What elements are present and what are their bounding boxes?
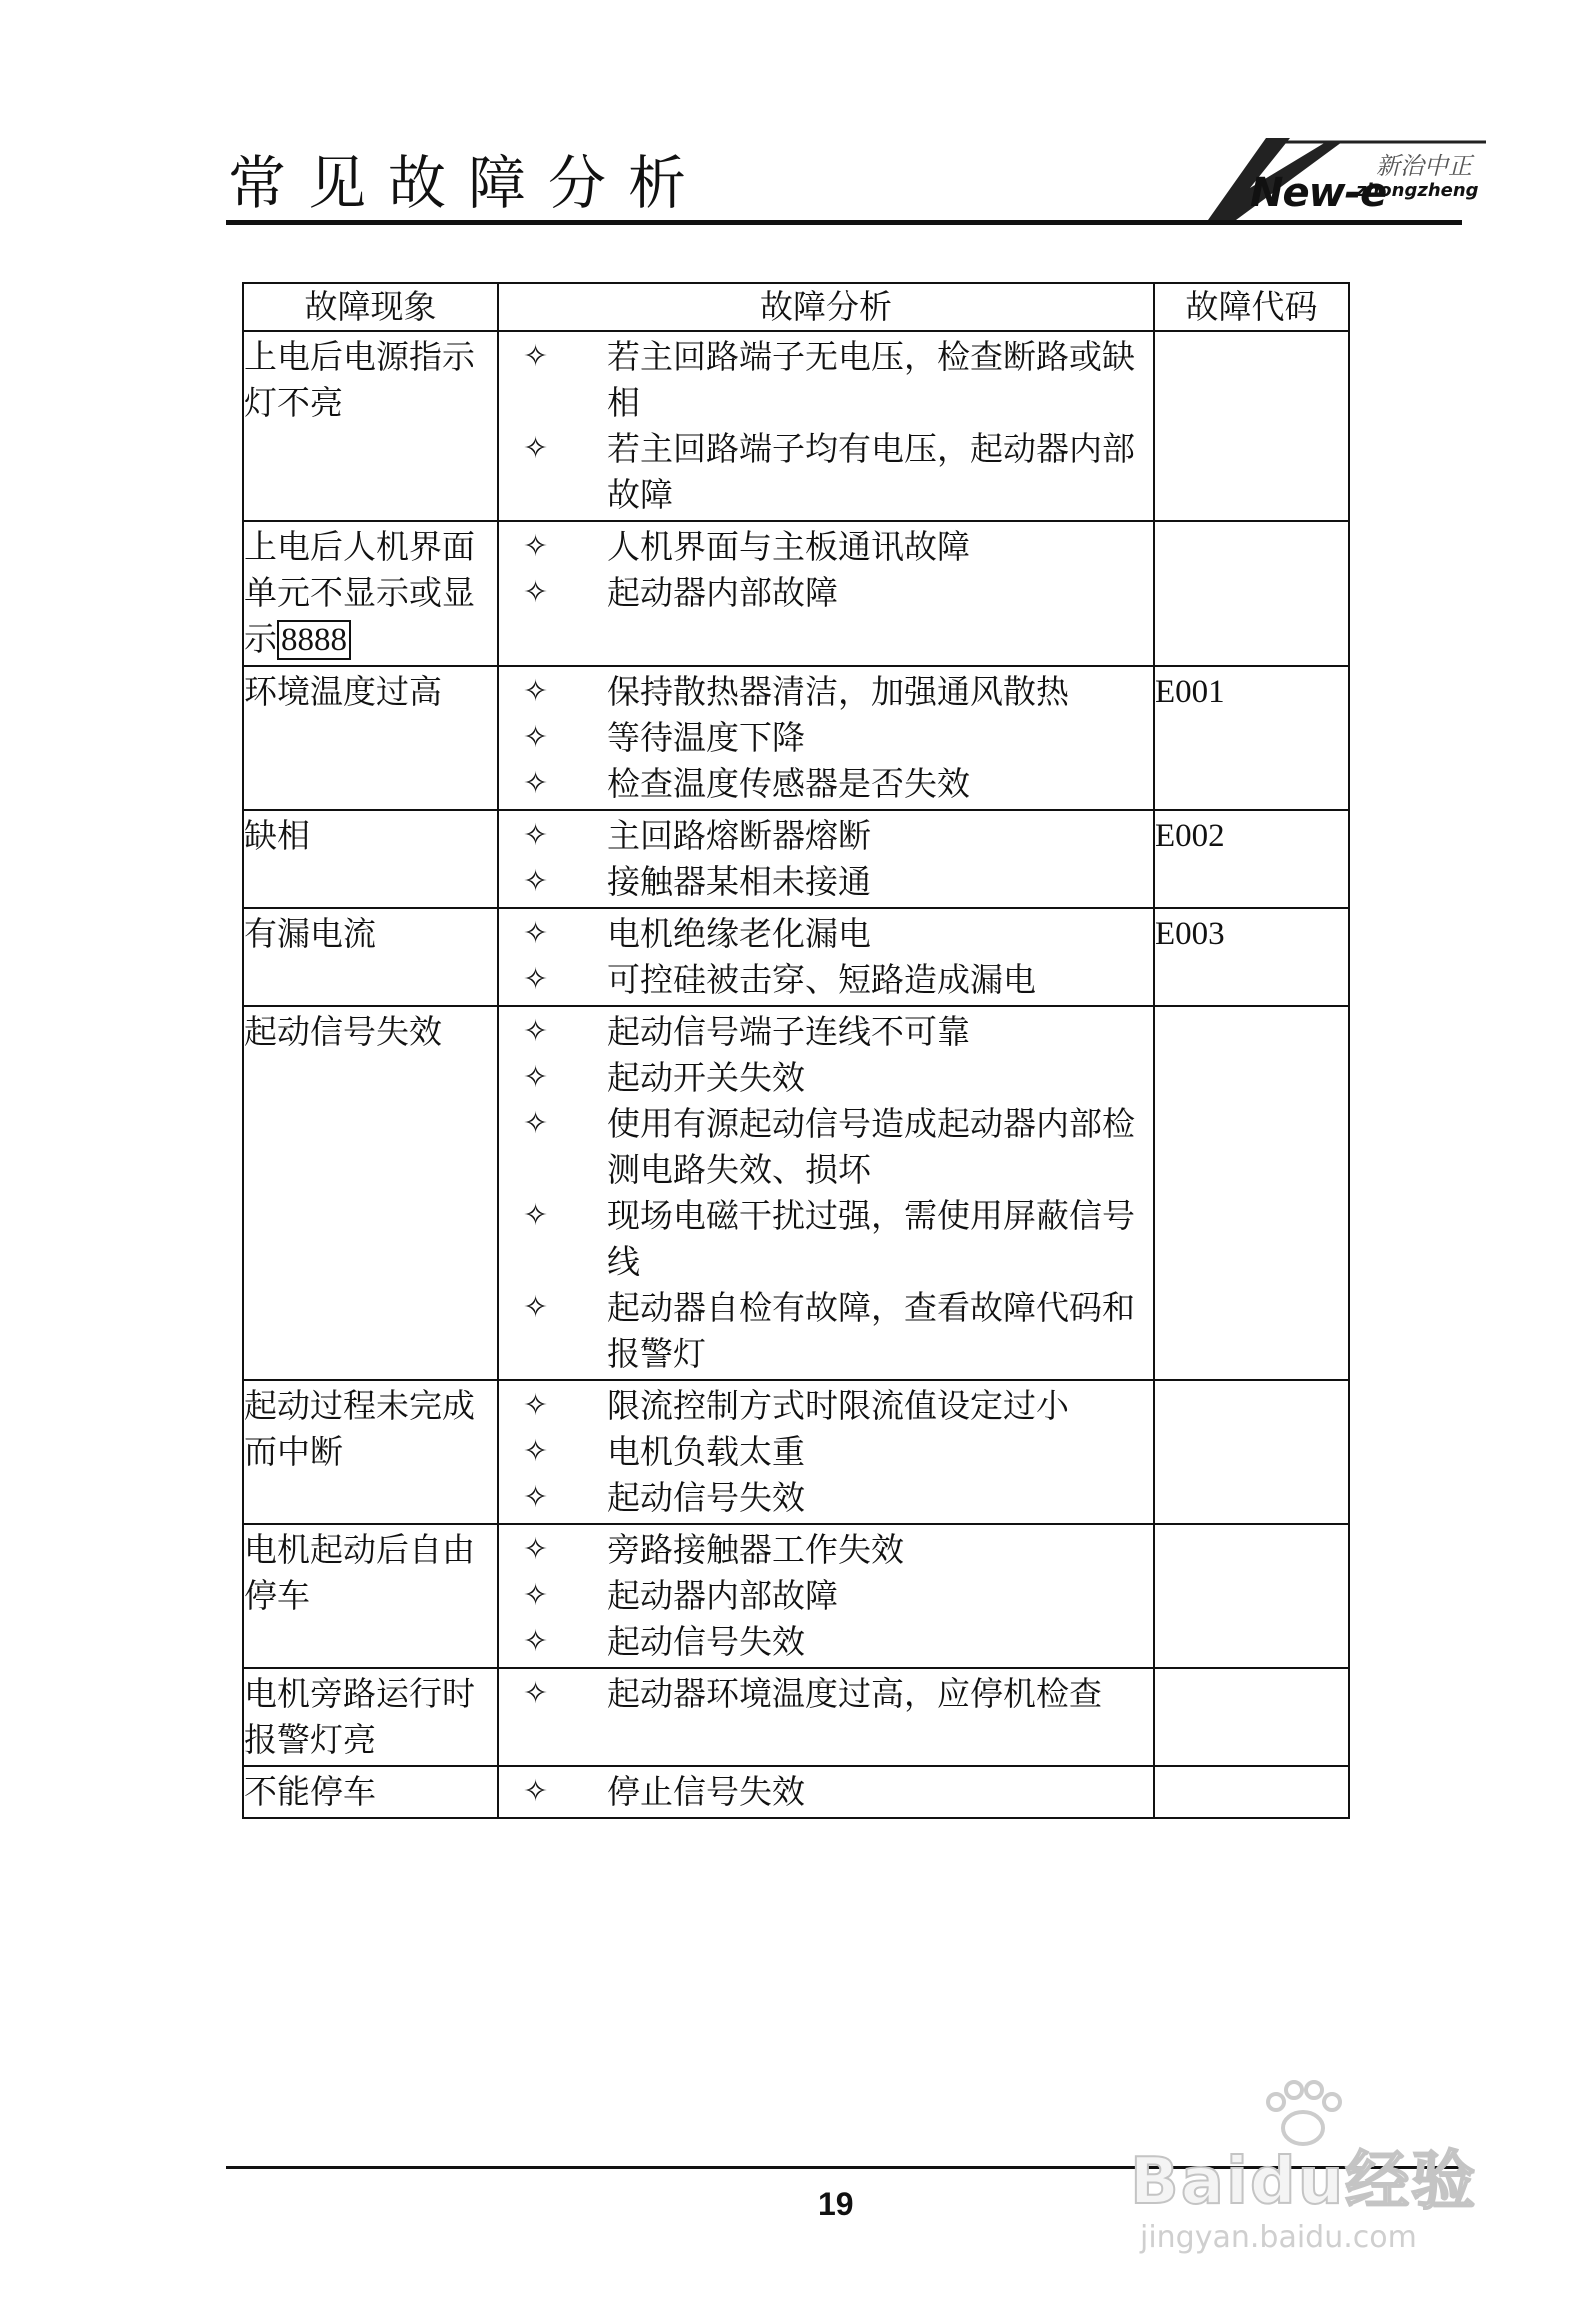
- cause-text: 保持散热器清洁，加强通风散热: [607, 672, 1069, 711]
- symptom-cell: [243, 521, 498, 666]
- logo-brand-sub: zhongzheng: [1356, 180, 1479, 201]
- list-item: [499, 1527, 1153, 1573]
- fault-code-cell: [1154, 1524, 1349, 1668]
- analysis-cell: [498, 810, 1154, 908]
- symptom-text: 上电后电源指示灯不亮: [244, 337, 475, 422]
- diamond-bullet-icon: ✧: [523, 339, 549, 374]
- symptom-cell: [243, 331, 498, 521]
- diamond-bullet-icon: ✧: [523, 1578, 549, 1613]
- header-symptom: 故障现象: [243, 283, 498, 331]
- diamond-bullet-icon: ✧: [523, 1388, 549, 1423]
- symptom-text: 上电后人机界面单元不显示或显示: [244, 527, 475, 658]
- diamond-bullet-icon: ✧: [523, 1532, 549, 1567]
- cause-text: 使用有源起动信号造成起动器内部检测电路失效、损坏: [607, 1104, 1135, 1189]
- fault-analysis-table: [242, 282, 1350, 1819]
- symptom-text: 电机起动后自由停车: [244, 1530, 475, 1615]
- symptom-cell: [243, 1006, 498, 1380]
- page-number: 19: [818, 2186, 854, 2222]
- cause-list: [499, 1769, 1153, 1815]
- diamond-bullet-icon: ✧: [523, 1290, 549, 1325]
- table-row: [243, 1006, 1349, 1380]
- cause-text: 停止信号失效: [607, 1772, 805, 1811]
- list-item: [499, 761, 1153, 807]
- list-item: [499, 1573, 1153, 1619]
- fault-code-cell: E003: [1154, 908, 1349, 1006]
- cause-list: [499, 1383, 1153, 1521]
- list-item: [499, 911, 1153, 957]
- analysis-cell: [498, 1766, 1154, 1818]
- analysis-cell: [498, 908, 1154, 1006]
- symptom-cell: [243, 1668, 498, 1766]
- diamond-bullet-icon: ✧: [523, 818, 549, 853]
- analysis-cell: [498, 1006, 1154, 1380]
- cause-list: [499, 334, 1153, 518]
- fault-code-cell: E001: [1154, 666, 1349, 810]
- list-item: [499, 1671, 1153, 1717]
- header-analysis: 故障分析: [498, 283, 1154, 331]
- symptom-text: 缺相: [244, 816, 310, 855]
- list-item: [499, 859, 1153, 905]
- diamond-bullet-icon: ✧: [523, 1434, 549, 1469]
- analysis-cell: [498, 1524, 1154, 1668]
- table-row: [243, 666, 1349, 810]
- list-item: [499, 1285, 1153, 1377]
- list-item: [499, 957, 1153, 1003]
- cause-text: 起动器内部故障: [607, 573, 838, 612]
- cause-text: 起动开关失效: [607, 1058, 805, 1097]
- cause-text: 电机负载太重: [607, 1432, 805, 1471]
- table-row: [243, 521, 1349, 666]
- list-item: [499, 1475, 1153, 1521]
- diamond-bullet-icon: ✧: [523, 962, 549, 997]
- symptom-text: 起动信号失效: [244, 1012, 442, 1051]
- cause-text: 限流控制方式时限流值设定过小: [607, 1386, 1069, 1425]
- fault-code-cell: [1154, 331, 1349, 521]
- display-code-box: 8888: [277, 620, 351, 660]
- list-item: [499, 813, 1153, 859]
- symptom-cell: [243, 1766, 498, 1818]
- table-row: [243, 1766, 1349, 1818]
- cause-list: [499, 1671, 1153, 1717]
- symptom-text: 环境温度过高: [244, 672, 442, 711]
- cause-list: [499, 669, 1153, 807]
- diamond-bullet-icon: ✧: [523, 766, 549, 801]
- table-row: [243, 1524, 1349, 1668]
- table-row: [243, 908, 1349, 1006]
- watermark: [1130, 2080, 1490, 2280]
- company-logo: [1206, 128, 1486, 224]
- cause-text: 起动信号端子连线不可靠: [607, 1012, 970, 1051]
- header-code: 故障代码: [1154, 283, 1349, 331]
- cause-text: 起动器内部故障: [607, 1576, 838, 1615]
- cause-list: [499, 1527, 1153, 1665]
- page-title: 常见故障分析: [228, 149, 709, 217]
- table-row: [243, 810, 1349, 908]
- watermark-brand: Baidu经验: [1130, 2145, 1478, 2219]
- cause-text: 电机绝缘老化漏电: [607, 914, 871, 953]
- cause-text: 接触器某相未接通: [607, 862, 871, 901]
- fault-code-cell: [1154, 521, 1349, 666]
- cause-text: 起动器自检有故障，查看故障代码和报警灯: [607, 1288, 1135, 1373]
- analysis-cell: [498, 1668, 1154, 1766]
- cause-text: 检查温度传感器是否失效: [607, 764, 970, 803]
- diamond-bullet-icon: ✧: [523, 431, 549, 466]
- diamond-bullet-icon: ✧: [523, 720, 549, 755]
- list-item: [499, 1193, 1153, 1285]
- cause-list: [499, 911, 1153, 1003]
- fault-code-cell: [1154, 1668, 1349, 1766]
- cause-text: 可控硅被击穿、短路造成漏电: [607, 960, 1036, 999]
- fault-code-cell: [1154, 1380, 1349, 1524]
- list-item: [499, 669, 1153, 715]
- analysis-cell: [498, 521, 1154, 666]
- symptom-cell: [243, 666, 498, 810]
- list-item: [499, 1055, 1153, 1101]
- analysis-cell: [498, 666, 1154, 810]
- cause-text: 主回路熔断器熔断: [607, 816, 871, 855]
- header-rule: [226, 220, 1462, 225]
- table-row: [243, 1668, 1349, 1766]
- cause-text: 若主回路端子无电压，检查断路或缺相: [607, 337, 1135, 422]
- symptom-text: 有漏电流: [244, 914, 376, 953]
- list-item: [499, 1429, 1153, 1475]
- cause-text: 起动信号失效: [607, 1622, 805, 1661]
- list-item: [499, 426, 1153, 518]
- fault-code-cell: [1154, 1006, 1349, 1380]
- logo-brand: New-e: [1250, 170, 1387, 216]
- fault-code-cell: [1154, 1766, 1349, 1818]
- cause-list: [499, 813, 1153, 905]
- list-item: [499, 715, 1153, 761]
- list-item: [499, 570, 1153, 616]
- symptom-cell: [243, 810, 498, 908]
- table-row: [243, 1380, 1349, 1524]
- diamond-bullet-icon: ✧: [523, 916, 549, 951]
- cause-text: 人机界面与主板通讯故障: [607, 527, 970, 566]
- list-item: [499, 1009, 1153, 1055]
- list-item: [499, 334, 1153, 426]
- table-row: [243, 331, 1349, 521]
- list-item: [499, 1619, 1153, 1665]
- diamond-bullet-icon: ✧: [523, 1198, 549, 1233]
- diamond-bullet-icon: ✧: [523, 1106, 549, 1141]
- diamond-bullet-icon: ✧: [523, 864, 549, 899]
- diamond-bullet-icon: ✧: [523, 1060, 549, 1095]
- table-header-row: [243, 283, 1349, 331]
- diamond-bullet-icon: ✧: [523, 1014, 549, 1049]
- list-item: [499, 1101, 1153, 1193]
- list-item: [499, 524, 1153, 570]
- analysis-cell: [498, 1380, 1154, 1524]
- diamond-bullet-icon: ✧: [523, 529, 549, 564]
- diamond-bullet-icon: ✧: [523, 1774, 549, 1809]
- logo-brand-cn: 新治中正: [1376, 152, 1472, 180]
- diamond-bullet-icon: ✧: [523, 674, 549, 709]
- cause-list: [499, 524, 1153, 616]
- symptom-text: 电机旁路运行时报警灯亮: [244, 1674, 475, 1759]
- cause-text: 等待温度下降: [607, 718, 805, 757]
- diamond-bullet-icon: ✧: [523, 1676, 549, 1711]
- cause-text: 起动信号失效: [607, 1478, 805, 1517]
- symptom-cell: [243, 908, 498, 1006]
- watermark-url: jingyan.baidu.com: [1140, 2220, 1417, 2255]
- symptom-cell: [243, 1380, 498, 1524]
- symptom-text: 不能停车: [244, 1772, 376, 1811]
- cause-text: 旁路接触器工作失效: [607, 1530, 904, 1569]
- cause-text: 现场电磁干扰过强，需使用屏蔽信号线: [607, 1196, 1135, 1281]
- diamond-bullet-icon: ✧: [523, 1480, 549, 1515]
- symptom-text: 起动过程未完成而中断: [244, 1386, 475, 1471]
- cause-list: [499, 1009, 1153, 1377]
- list-item: [499, 1769, 1153, 1815]
- cause-text: 若主回路端子均有电压，起动器内部故障: [607, 429, 1135, 514]
- diamond-bullet-icon: ✧: [523, 1624, 549, 1659]
- fault-code-cell: E002: [1154, 810, 1349, 908]
- cause-text: 起动器环境温度过高，应停机检查: [607, 1674, 1102, 1713]
- diamond-bullet-icon: ✧: [523, 575, 549, 610]
- analysis-cell: [498, 331, 1154, 521]
- symptom-cell: [243, 1524, 498, 1668]
- list-item: [499, 1383, 1153, 1429]
